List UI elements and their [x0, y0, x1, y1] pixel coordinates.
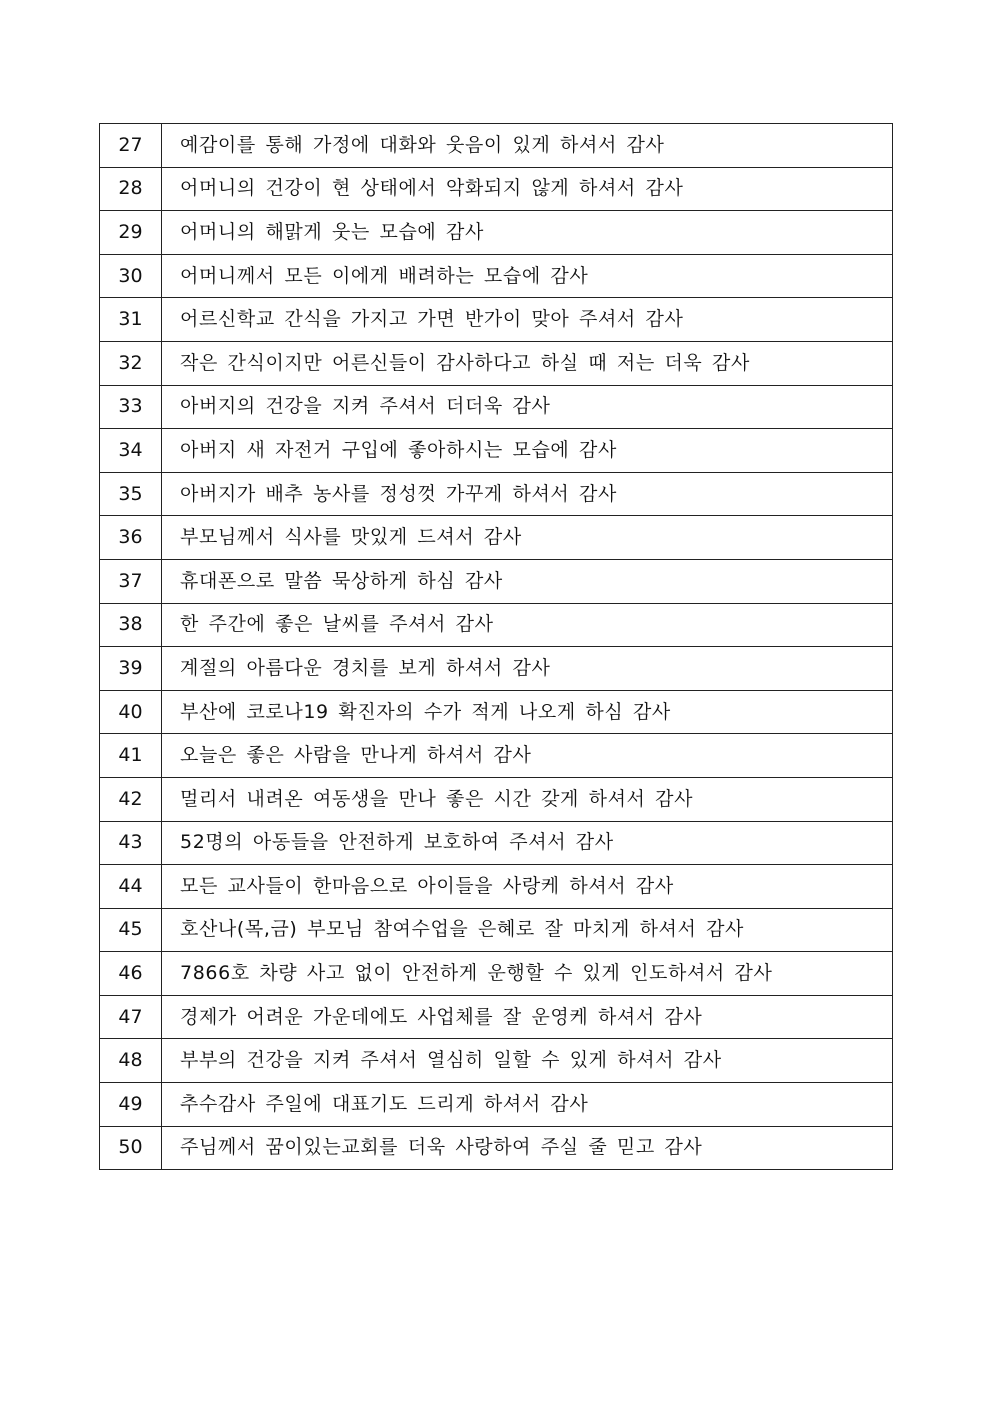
row-number: 42	[100, 777, 162, 821]
row-number: 33	[100, 385, 162, 429]
row-text: 예감이를 통해 가정에 대화와 웃음이 있게 하셔서 감사	[162, 124, 893, 168]
row-number: 47	[100, 995, 162, 1039]
table-row	[100, 211, 893, 255]
table-row	[100, 690, 893, 734]
row-number: 29	[100, 211, 162, 255]
table-row	[100, 516, 893, 560]
row-text: 멀리서 내려온 여동생을 만나 좋은 시간 갖게 하셔서 감사	[162, 777, 893, 821]
row-text: 휴대폰으로 말씀 묵상하게 하심 감사	[162, 559, 893, 603]
table-row	[100, 734, 893, 778]
table-row	[100, 1039, 893, 1083]
table-row	[100, 1126, 893, 1170]
row-text: 한 주간에 좋은 날씨를 주셔서 감사	[162, 603, 893, 647]
row-number: 43	[100, 821, 162, 865]
row-number: 39	[100, 647, 162, 691]
row-text: 어머니의 건강이 현 상태에서 악화되지 않게 하셔서 감사	[162, 167, 893, 211]
table-row	[100, 124, 893, 168]
gratitude-list-table	[99, 123, 893, 1170]
row-text: 오늘은 좋은 사람을 만나게 하셔서 감사	[162, 734, 893, 778]
table-row	[100, 341, 893, 385]
row-text: 경제가 어려운 가운데에도 사업체를 잘 운영케 하셔서 감사	[162, 995, 893, 1039]
table-row	[100, 995, 893, 1039]
table-row	[100, 647, 893, 691]
row-number: 46	[100, 952, 162, 996]
table-row	[100, 167, 893, 211]
row-text: 어머니의 해맑게 웃는 모습에 감사	[162, 211, 893, 255]
table-row	[100, 908, 893, 952]
row-text: 52명의 아동들을 안전하게 보호하여 주셔서 감사	[162, 821, 893, 865]
row-text: 아버지의 건강을 지켜 주셔서 더더욱 감사	[162, 385, 893, 429]
table-row	[100, 952, 893, 996]
row-text: 추수감사 주일에 대표기도 드리게 하셔서 감사	[162, 1083, 893, 1127]
row-text: 부부의 건강을 지켜 주셔서 열심히 일할 수 있게 하셔서 감사	[162, 1039, 893, 1083]
row-number: 30	[100, 254, 162, 298]
table-row	[100, 429, 893, 473]
row-number: 41	[100, 734, 162, 778]
table-row	[100, 559, 893, 603]
row-number: 49	[100, 1083, 162, 1127]
row-text: 어르신학교 간식을 가지고 가면 반가이 맞아 주셔서 감사	[162, 298, 893, 342]
row-text: 부산에 코로나19 확진자의 수가 적게 나오게 하심 감사	[162, 690, 893, 734]
row-text: 아버지가 배추 농사를 정성껏 가꾸게 하셔서 감사	[162, 472, 893, 516]
row-number: 28	[100, 167, 162, 211]
table-row	[100, 777, 893, 821]
table-row	[100, 603, 893, 647]
row-number: 38	[100, 603, 162, 647]
row-number: 34	[100, 429, 162, 473]
row-text: 작은 간식이지만 어른신들이 감사하다고 하실 때 저는 더욱 감사	[162, 341, 893, 385]
row-number: 37	[100, 559, 162, 603]
row-number: 27	[100, 124, 162, 168]
row-number: 40	[100, 690, 162, 734]
row-text: 모든 교사들이 한마음으로 아이들을 사랑케 하셔서 감사	[162, 865, 893, 909]
row-number: 50	[100, 1126, 162, 1170]
row-number: 35	[100, 472, 162, 516]
row-number: 45	[100, 908, 162, 952]
table-row	[100, 254, 893, 298]
row-number: 32	[100, 341, 162, 385]
row-number: 48	[100, 1039, 162, 1083]
row-text: 부모님께서 식사를 맛있게 드셔서 감사	[162, 516, 893, 560]
row-text: 주님께서 꿈이있는교회를 더욱 사랑하여 주실 줄 믿고 감사	[162, 1126, 893, 1170]
table-row	[100, 821, 893, 865]
table-row	[100, 298, 893, 342]
row-text: 아버지 새 자전거 구입에 좋아하시는 모습에 감사	[162, 429, 893, 473]
table-row	[100, 865, 893, 909]
row-text: 어머니께서 모든 이에게 배려하는 모습에 감사	[162, 254, 893, 298]
row-text: 호산나(목,금) 부모님 참여수업을 은혜로 잘 마치게 하셔서 감사	[162, 908, 893, 952]
table-row	[100, 472, 893, 516]
row-number: 44	[100, 865, 162, 909]
row-number: 31	[100, 298, 162, 342]
table-row	[100, 385, 893, 429]
row-text: 7866호 차량 사고 없이 안전하게 운행할 수 있게 인도하셔서 감사	[162, 952, 893, 996]
row-number: 36	[100, 516, 162, 560]
row-text: 계절의 아름다운 경치를 보게 하셔서 감사	[162, 647, 893, 691]
table-row	[100, 1083, 893, 1127]
